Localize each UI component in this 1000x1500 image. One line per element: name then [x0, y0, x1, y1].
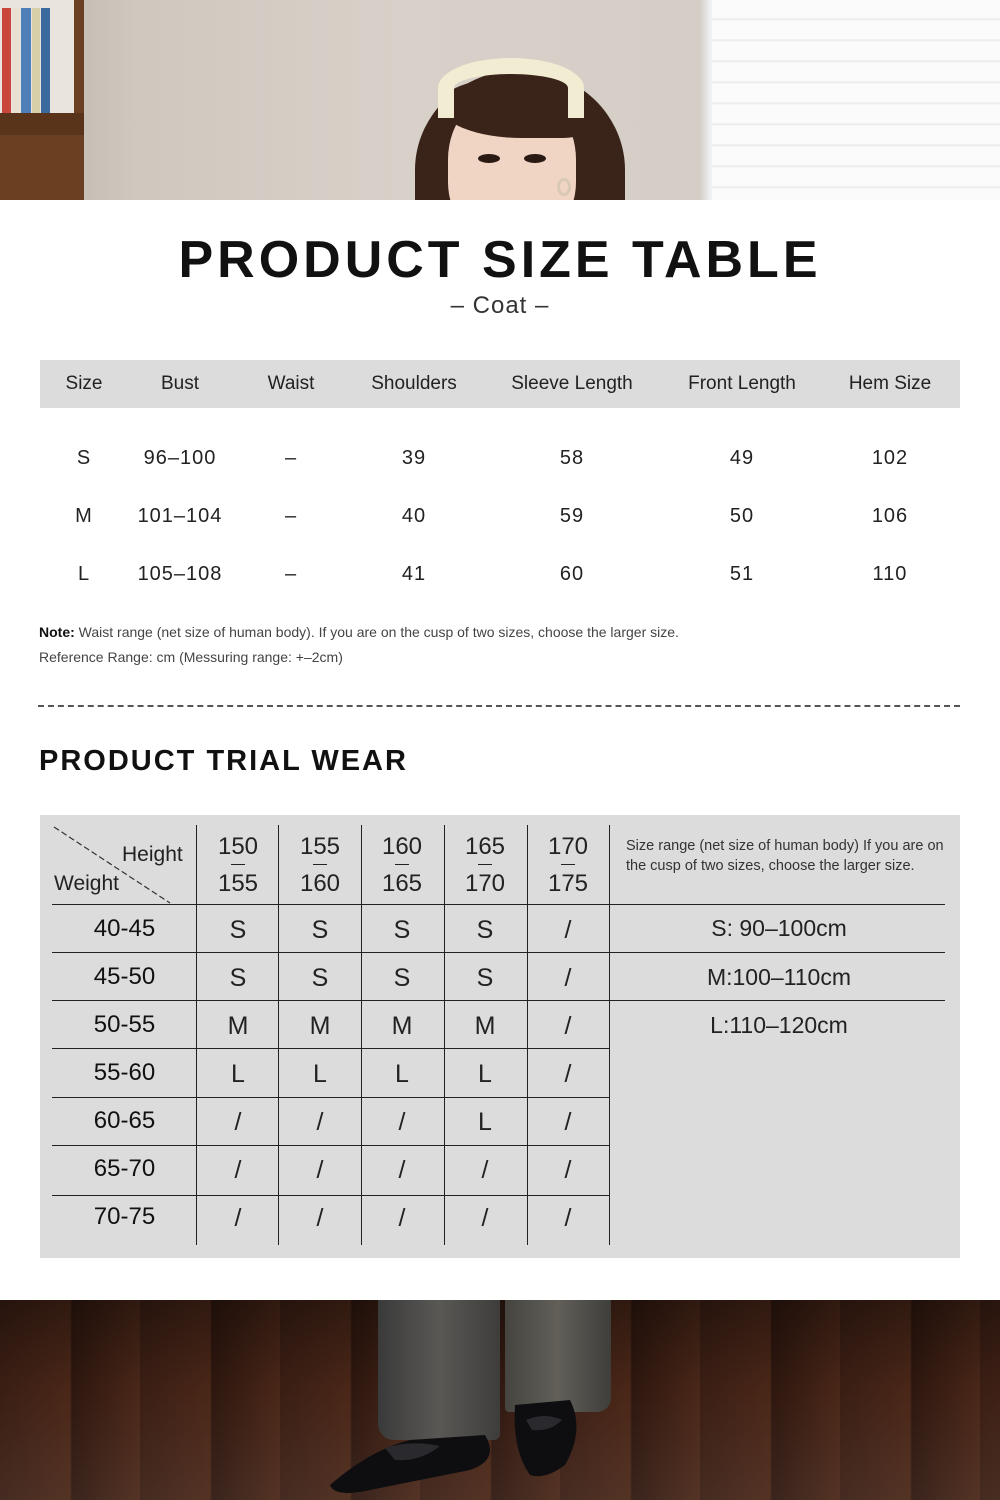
table-row [40, 497, 960, 537]
height-170-175 [527, 828, 609, 902]
table-row [40, 439, 960, 479]
cell-shoulders: 39 [401, 447, 427, 469]
height-to: 170 [464, 870, 506, 897]
height-150-155 [197, 828, 279, 902]
corner-weight-label: Weight [54, 872, 119, 895]
size-cell: M [309, 1012, 331, 1040]
weight-45-50: 45-50 [93, 963, 156, 990]
size-cell: M [227, 1012, 249, 1040]
size-cell: / [564, 1108, 572, 1136]
size-cell: M [391, 1012, 413, 1040]
weight-70-75: 70-75 [93, 1203, 156, 1230]
cell-sleeve-length: 59 [559, 505, 585, 527]
trial-wear-title: PRODUCT TRIAL WEAR [39, 745, 408, 777]
size-cell: / [564, 1060, 572, 1088]
header-waist: Waist [267, 373, 315, 394]
weight-65-70: 65-70 [93, 1155, 156, 1182]
size-range-m: M:100–110cm [706, 964, 852, 990]
size-cell: S [229, 916, 247, 944]
cell-hem-size: 102 [871, 447, 909, 469]
height-from: 170 [547, 833, 589, 860]
header-front-length: Front Length [688, 373, 796, 394]
size-cell: S [393, 916, 411, 944]
size-cell: / [316, 1108, 324, 1136]
size-cell: / [564, 1156, 572, 1184]
size-cell: L [478, 1060, 492, 1088]
height-to: 155 [217, 870, 259, 897]
weight-60-65: 60-65 [93, 1107, 156, 1134]
cell-waist: – [284, 505, 298, 527]
cell-sleeve-length: 58 [559, 447, 585, 469]
size-cell: S [311, 964, 329, 992]
cell-size: L [77, 563, 91, 585]
height-from: 150 [217, 833, 259, 860]
note-text: Waist range (net size of human body). If you are on the cusp of two sizes, choose the larger size. [74, 624, 679, 640]
size-cell: S [393, 964, 411, 992]
trial-wear-table [40, 815, 960, 1258]
size-range-s: S: 90–100cm [711, 915, 847, 941]
weight-55-60: 55-60 [93, 1059, 156, 1086]
size-cell: / [564, 1012, 572, 1040]
table-row [40, 555, 960, 595]
size-cell: S [229, 964, 247, 992]
height-to: 160 [299, 870, 341, 897]
size-cell: L [231, 1060, 245, 1088]
size-note [39, 624, 679, 640]
section-divider [38, 705, 960, 707]
size-cell: L [478, 1108, 492, 1136]
cell-size: S [76, 447, 92, 469]
size-cell: S [476, 916, 494, 944]
header-hem-size: Hem Size [848, 373, 932, 394]
height-160-165 [361, 828, 443, 902]
cell-shoulders: 41 [401, 563, 427, 585]
cell-bust: 96–100 [143, 447, 217, 469]
size-cell: / [316, 1204, 324, 1232]
size-cell: / [564, 1204, 572, 1232]
height-from: 155 [299, 833, 341, 860]
earring [557, 178, 571, 196]
size-cell: / [564, 964, 572, 992]
size-cell: L [313, 1060, 327, 1088]
model-portrait-photo [0, 0, 1000, 200]
bookshelf [0, 0, 84, 200]
size-cell: S [476, 964, 494, 992]
size-cell: / [564, 916, 572, 944]
cell-sleeve-length: 60 [559, 563, 585, 585]
cell-front-length: 50 [729, 505, 755, 527]
window-blinds [712, 0, 1000, 200]
cell-front-length: 49 [729, 447, 755, 469]
cell-bust: 101–104 [137, 505, 223, 527]
note-label: Note: [39, 624, 75, 640]
size-cell: L [395, 1060, 409, 1088]
size-cell: / [398, 1204, 406, 1232]
height-to: 165 [381, 870, 423, 897]
height-from: 160 [381, 833, 423, 860]
size-cell: / [398, 1108, 406, 1136]
cell-waist: – [284, 447, 298, 469]
cell-hem-size: 106 [871, 505, 909, 527]
header-bust: Bust [160, 373, 200, 394]
height-155-160 [279, 828, 361, 902]
size-cell: / [234, 1156, 242, 1184]
header-sleeve-length: Sleeve Length [511, 373, 633, 394]
cell-waist: – [284, 563, 298, 585]
model-jeans-shoes-photo [0, 1300, 1000, 1500]
weight-50-55: 50-55 [93, 1011, 156, 1038]
size-cell: S [311, 916, 329, 944]
header-shoulders: Shoulders [371, 373, 457, 394]
size-table-subtitle: – Coat – [450, 292, 550, 319]
size-range-l: L:110–120cm [710, 1012, 848, 1038]
headband [438, 58, 584, 118]
cell-bust: 105–108 [137, 563, 223, 585]
height-from: 165 [464, 833, 506, 860]
size-cell: / [234, 1108, 242, 1136]
size-chart-card [0, 200, 1000, 1300]
size-range-note: Size range (net size of human body) If you are on the cusp of two sizes, choose the larger size. [626, 838, 944, 874]
size-cell: M [474, 1012, 496, 1040]
weight-40-45: 40-45 [93, 915, 156, 942]
size-cell: / [316, 1156, 324, 1184]
size-cell: / [398, 1156, 406, 1184]
black-shoes [300, 1390, 620, 1500]
cell-shoulders: 40 [401, 505, 427, 527]
corner-height-label: Height [122, 843, 183, 866]
size-table-title: PRODUCT SIZE TABLE [178, 231, 822, 289]
cell-hem-size: 110 [872, 563, 908, 585]
size-table-header [40, 360, 960, 408]
cell-front-length: 51 [729, 563, 755, 585]
cell-size: M [75, 505, 93, 527]
size-cell: / [234, 1204, 242, 1232]
height-165-170 [444, 828, 526, 902]
height-to: 175 [547, 870, 589, 897]
size-cell: / [481, 1204, 489, 1232]
reference-range: Reference Range: cm (Messuring range: +–2cm) [39, 649, 343, 665]
size-cell: / [481, 1156, 489, 1184]
header-size: Size [65, 373, 103, 394]
